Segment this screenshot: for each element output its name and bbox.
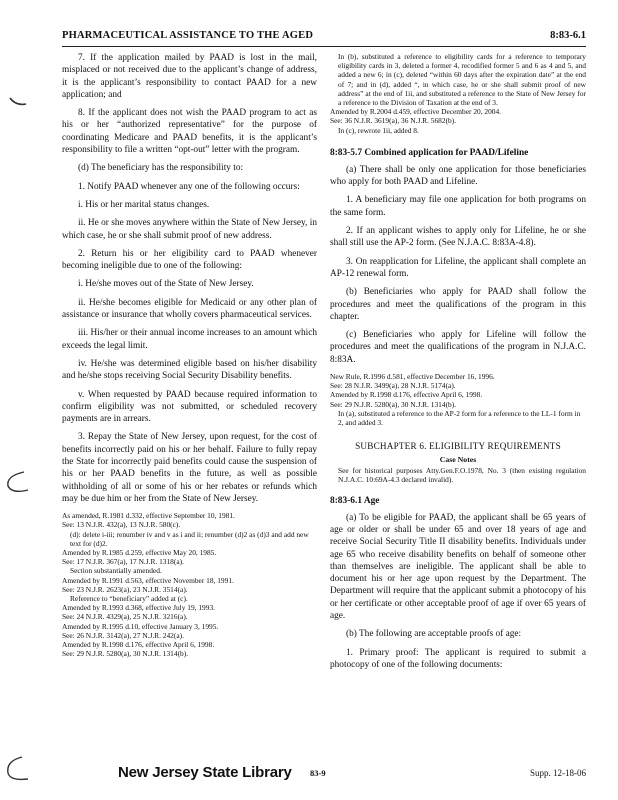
- case-notes-heading: Case Notes: [439, 455, 477, 465]
- section-title-5-7: 8:83-5.7 Combined application for PAAD/Lifeline: [330, 147, 529, 158]
- history-line: See: 24 N.J.R. 4329(a), 25 N.J.R. 3216(a).: [62, 612, 188, 622]
- history-line: See: 29 N.J.R. 5280(a), 30 N.J.R. 1314(b).: [330, 399, 457, 409]
- history-notes-top: [330, 52, 586, 135]
- history-line: Amended by R.1995 d.10, effective January 3, 1995.: [62, 621, 219, 631]
- paragraph-6-1-b1: 1. Primary proof: The applicant is required to submit a photocopy of one of the following documents:: [330, 647, 586, 670]
- binder-hole-mark: [4, 470, 30, 498]
- right-column: [330, 52, 586, 677]
- supplement-date: Supp. 12-18-06: [530, 768, 586, 778]
- history-line: See: 23 N.J.R. 2623(a), 23 N.J.R. 3514(a).: [62, 584, 188, 594]
- binder-hole-mark: [4, 755, 30, 785]
- paragraph-d: (d) The beneficiary has the responsibility to:: [78, 163, 244, 174]
- section-title-6-1: 8:83-6.1 Age: [330, 495, 380, 506]
- paragraph-c7: 7. If the application mailed by PAAD is lost in the mail, misplaced or not received due to the applicant’s change of address, it is the applicant’s responsibility to contact PAAD for a new application; and: [62, 53, 317, 100]
- paragraph-d1: 1. Notify PAAD whenever any one of the following occurs:: [78, 181, 300, 192]
- paragraph-5-7-b: (b) Beneficiaries who apply for PAAD shall follow the procedures and meet the qualifications of the program in this chapter.: [330, 287, 586, 322]
- library-watermark: New Jersey State Library: [118, 764, 292, 781]
- header-section-number: 8:83-6.1: [550, 30, 586, 41]
- history-line: Amended by R.1998 d.176, effective April 6, 1998.: [62, 640, 215, 650]
- history-line: Reference to “beneficiary” added at (c).: [70, 594, 188, 604]
- case-notes-text: See for historical purposes Atty.Gen.F.O.1978, No. 3 (then existing regulation N.J.A.C. 10:69A-4.3 declared invalid).: [338, 466, 586, 485]
- history-line: See: 26 N.J.R. 3142(a), 27 N.J.R. 242(a).: [62, 630, 184, 640]
- page-footer: [62, 764, 586, 784]
- history-line: See: 29 N.J.R. 5280(a), 30 N.J.R. 1314(b).: [62, 649, 189, 659]
- paragraph-5-7-c: (c) Beneficiaries who apply for Lifeline will follow the procedures and meet the qualifications of the program in N.J.A.C. 8:83A.: [330, 330, 586, 365]
- paragraph-6-1-a: (a) To be eligible for PAAD, the applicant shall be 65 years of age or older or shall be under 65 and over 18 years of age and receive Social Security Title II disability benefits. Individuals under age 65 who receive disability benefits on behalf of someone other than themselves are ineligible. The applicant shall be able to document his or her age upon request by the Department. The Department will require that the applicant submit a photocopy of his or her certificate or other acceptable proof of age if over 65 years of age.: [330, 512, 586, 621]
- history-line: In (b), substituted a reference to eligibility cards for a reference to temporary eligibility cards in 3, deleted a former 4, recodified former 5 and 6 as 4 and 5, and added a new 6; in (c), deleted “within 60 days after the expiration date” at the end of 7; and in (d), added “, in which case, he or she shall submit proof of new address” at the end of 1ii, and substituted a reference to the State of New Jersey for a reference to the Division of Taxation at the end of 3.: [338, 52, 586, 108]
- header-title: PHARMACEUTICAL ASSISTANCE TO THE AGED: [62, 30, 314, 41]
- history-line: See: 13 N.J.R. 432(a), 13 N.J.R. 580(c).: [62, 520, 181, 530]
- page-number: 83-9: [310, 768, 326, 778]
- paragraph-d2-ii: ii. He/she becomes eligible for Medicaid or any other plan of assistance or insurance that wholly covers pharmaceutical services.: [62, 297, 317, 321]
- history-line: Amended by R.1985 d.259, effective May 20, 1985.: [62, 548, 217, 558]
- paragraph-d3: 3. Repay the State of New Jersey, upon request, for the cost of benefits incorrectly paid on his or her behalf. Failure to fully repay the State for incorrectly paid benefits could cause the suspension of his or her PAAD benefits in the future, as well as possible withholding of all or some of his or her rebates or refunds which may be due him or her from the State of New Jersey.: [62, 432, 317, 504]
- history-notes: [62, 511, 317, 658]
- paragraph-5-7-a2: 2. If an applicant wishes to apply only for Lifeline, he or she shall still use the AP-2 form. (See N.J.A.C. 8:83A-4.8).: [330, 226, 586, 249]
- paragraph-d1-ii: ii. He or she moves anywhere within the State of New Jersey, in which case, he or she shall submit proof of new address.: [62, 218, 317, 241]
- paragraph-6-1-b: (b) The following are acceptable proofs of age:: [346, 629, 522, 640]
- history-notes-5-7: [330, 372, 586, 427]
- history-line: New Rule, R.1996 d.581, effective December 16, 1996.: [330, 371, 495, 381]
- history-line: Section substantially amended.: [70, 566, 162, 576]
- paragraph-5-7-a1: 1. A beneficiary may file one application for both programs on the same form.: [330, 195, 586, 218]
- history-line: In (a), substituted a reference to the AP-2 form for a reference to the LL-1 form in 2, and added 3.: [338, 408, 581, 427]
- paragraph-5-7-a: (a) There shall be only one application for those beneficiaries who apply for both PAAD and Lifeline.: [330, 164, 586, 188]
- paragraph-c8: 8. If the applicant does not wish the PAAD program to act as his or her “authorized representative” for the purpose of coordinating Medicare and PAAD benefits, it is the applicant’s responsibility to file a written “opt-out” letter with the program.: [62, 108, 317, 156]
- paragraph-d2-iv: iv. He/she was determined eligible based on his/her disability and he/she stops receiving Social Security Disability benefits.: [62, 358, 317, 382]
- history-line: See: 28 N.J.R. 3499(a), 28 N.J.R. 5174(a).: [330, 381, 456, 391]
- history-line: In (c), rewrote 1ii, added 8.: [338, 125, 419, 135]
- paragraph-d2-i: i. He/she moves out of the State of New Jersey.: [78, 279, 254, 290]
- history-line: Amended by R.1991 d.563, effective November 18, 1991.: [62, 575, 234, 585]
- history-line: Amended by R.2004 d.459, effective December 20, 2004.: [330, 107, 502, 117]
- history-line: See: 36 N.J.R. 3619(a), 36 N.J.R. 5682(b).: [330, 116, 457, 126]
- paragraph-5-7-a3: 3. On reapplication for Lifeline, the applicant shall complete an AP-12 renewal form.: [330, 256, 586, 279]
- paragraph-d1-i: i. His or her marital status changes.: [78, 199, 210, 210]
- history-line: Amended by R.1998 d.176, effective April 6, 1998.: [330, 390, 483, 400]
- paragraph-d2-v: v. When requested by PAAD because required information to confirm eligibility was not submitted, or scheduled recovery payments are in arrears.: [62, 389, 317, 425]
- paragraph-d2-iii: iii. His/her or their annual income increases to an amount which exceeds the legal limit.: [62, 328, 317, 351]
- history-line: As amended, R.1981 d.332, effective September 10, 1981.: [62, 511, 235, 521]
- history-line: (d): delete i-iii; renumber iv and v as i and ii; renumber (d)2 as (d)3 and add new text for (d)2.: [70, 529, 309, 548]
- subchapter-heading: SUBCHAPTER 6. ELIGIBILITY REQUIREMENTS: [355, 441, 561, 452]
- running-header: [62, 30, 586, 47]
- binder-hole-mark: [8, 96, 28, 110]
- left-column: [62, 52, 317, 658]
- paragraph-d2: 2. Return his or her eligibility card to PAAD whenever becoming ineligible due to one of the following:: [62, 248, 317, 272]
- history-line: Amended by R.1993 d.368, effective July 19, 1993.: [62, 603, 215, 613]
- history-line: See: 17 N.J.R. 367(a), 17 N.J.R. 1318(a).: [62, 557, 184, 567]
